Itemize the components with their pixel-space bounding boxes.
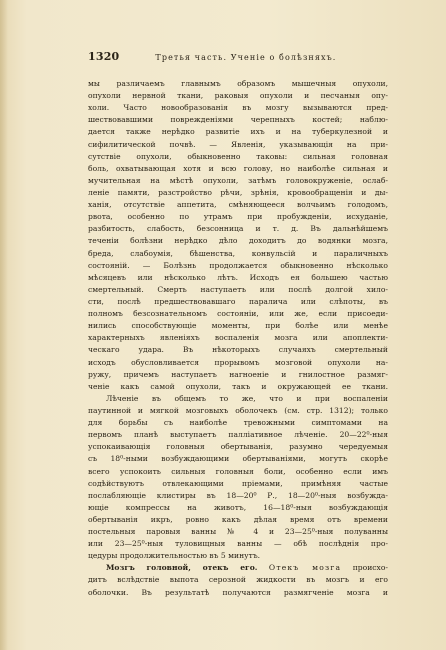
text-line: состояній. — Болѣзнь продолжается обыкновенно нѣсколько (88, 260, 388, 270)
text-line: успокаивающія головныя обертыванія, разумно чередуемыя (88, 442, 388, 452)
subsection-line1-rest: происхо- (352, 563, 388, 573)
text-line: опухоли нервной ткани, раковыя опухоли и песчаныя опу- (88, 91, 388, 101)
text-line: ханія, отсутствіе аппетита, смѣняющееся волчьимъ голодомъ, (88, 200, 388, 210)
text-line: исходъ обусловливается прорывомъ мозговой опухоли на- (88, 357, 388, 367)
text-line: послабляющіе клистиры въ 18—20⁰ Р., 18—20⁰-ныя возбужда- (88, 490, 388, 500)
text-line: мучительная на мѣстѣ опухоли, затѣмъ головокруженіе, ослаб- (88, 175, 388, 185)
text-line: всего успокоить сильныя головныя боли, особенно если имъ (88, 466, 388, 476)
page-number: 1320 (88, 50, 120, 63)
text-line: боль, охватывающая хотя и всю голову, но наиболѣе сильная и (88, 163, 388, 173)
text-line: Лѣченіе въ общемъ то же, что и при воспаленіи (106, 393, 388, 403)
text-line: ческаго удара. Въ нѣкоторыхъ случаяхъ смертельный (88, 345, 388, 355)
subsection-title: Мозгъ головной, отекъ его. (106, 563, 258, 573)
text-line: разбитость, слабость, безсонница и т. д. Въ дальнѣйшемъ (88, 224, 388, 234)
text-line: сифилитической почвѣ. — Явленія, указывающія на при- (88, 139, 388, 149)
text-line: паутинной и мягкой мозговыхъ оболочекъ (см. стр. 1312); только (88, 405, 388, 415)
body-text (88, 78, 388, 599)
text-line: или 23—25⁰-ныя туловищныя ванны — обѣ послѣднія про- (88, 539, 388, 549)
text-line: мѣсяцевъ или нѣсколько лѣтъ. Исходъ ея большею частью (88, 272, 388, 282)
text-line: полномъ безсознательномъ состояніи, или же, если присоеди- (88, 309, 388, 319)
text-line: дается также нерѣдко развитіе ихъ и на туберкулезной и (88, 127, 388, 137)
text-line: сутствіе опухоли, обыкновенно таковы: сильная головная (88, 151, 388, 161)
text-line: ченіе какъ самой опухоли, такъ и окружающей ее ткани. (88, 381, 388, 391)
page-header (88, 50, 388, 64)
text-line: характерныхъ явленіяхъ воспаленія мозга или апоплекти- (88, 333, 388, 343)
text-line: бреда, слабоумія, бѣшенства, конвульсій и параличныхъ (88, 248, 388, 258)
text-line: цедуры продолжительностью въ 5 минутъ. (88, 551, 261, 561)
text-line: ющіе компрессы на животъ, 16—18⁰-ныя возбуждающія (88, 502, 388, 512)
text-line: смертельный. Смерть наступаетъ или послѣ долгой хило- (88, 284, 388, 294)
text-line: шествовавшими поврежденіями черепныхъ костей; наблю- (88, 115, 388, 125)
text-line: мы различаемъ главнымъ образомъ мышечныя опухоли, (88, 79, 388, 88)
text-line: содѣйствуютъ отвлекающими пріемами, примѣняя частые (88, 478, 388, 488)
text-line: холи. Часто новообразованія въ мозгу вызываются пред- (88, 103, 388, 113)
text-line: для борьбы съ наиболѣе тревожными симптомами на (88, 418, 388, 428)
text-line: теченіи болѣзни нерѣдко дѣло доходитъ до водянки мозга, (88, 236, 388, 246)
text-line: сти, послѣ предшествовавшаго паралича или слѣпоты, въ (88, 296, 388, 306)
subsection-first-line (88, 562, 388, 574)
text-line: нились способствующіе моменты, при болѣе или менѣе (88, 321, 388, 331)
text-line: постельныя паровыя ванны № 4 и 23—25⁰-ныя полуванны (88, 527, 388, 537)
subsection-text-line: оболочки. Въ результатѣ получаются размягченіе мозга и (88, 587, 388, 597)
text-line: съ 18⁰-ными возбуждающими обертываніями, могутъ скорѣе (88, 454, 388, 464)
subsection-term: Отекъ мозга (268, 563, 342, 573)
text-line: обертыванія икръ, ровно какъ дѣлая время отъ времени (88, 514, 388, 524)
running-head: Третья часть. Ученіе о болѣзняхъ. (155, 53, 337, 62)
text-line: леніе памяти, разстройство рѣчи, зрѣнія, кровообращенія и ды- (88, 187, 388, 197)
subsection-text-line: дитъ вслѣдствіе выпота серозной жидкости въ мозгъ и его (88, 575, 388, 585)
text-line: рвота, особенно по утрамъ при пробужденіи, исхуданіе, (88, 212, 388, 222)
text-line: первомъ планѣ выступаетъ паллiативное лѣченіе. 20—22⁰-ныя (88, 430, 388, 440)
text-line: ружу, причемъ наступаетъ нагноеніе и гнилостное размяг- (88, 369, 388, 379)
